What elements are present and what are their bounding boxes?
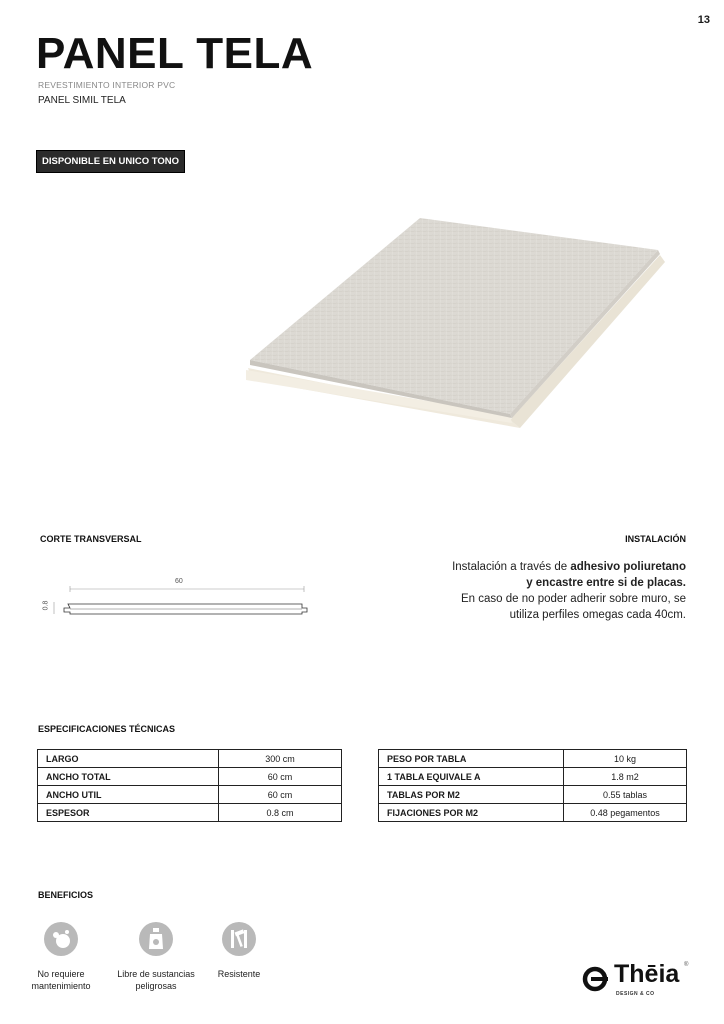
table-row: LARGO 300 cm	[38, 750, 342, 768]
table-row: 1 TABLA EQUIVALE A 1.8 m2	[379, 768, 687, 786]
table-row: FIJACIONES POR M2 0.48 pegamentos	[379, 804, 687, 822]
benefit-resistant: Resistente	[194, 922, 284, 980]
table-row: ANCHO TOTAL 60 cm	[38, 768, 342, 786]
bottle-icon	[139, 922, 173, 956]
installation-text: Instalación a través de adhesivo poliuretano y encastre entre si de placas. En caso de no poder adherir sobre muro, se utiliza perfiles omegas cada 40cm.	[452, 561, 686, 621]
page-subtitle: REVESTIMIENTO INTERIOR PVC	[38, 80, 176, 90]
product-panel-image	[240, 210, 670, 440]
theia-logo-mark-icon	[582, 966, 608, 992]
benefits-heading: BENEFICIOS	[38, 890, 94, 900]
corte-heading: CORTE TRANSVERSAL	[40, 534, 142, 544]
table-row: ESPESOR 0.8 cm	[38, 804, 342, 822]
bubbles-icon	[44, 922, 78, 956]
product-description: PANEL SIMIL TELA	[38, 95, 126, 106]
brand-registered-mark: ®	[684, 962, 689, 968]
benefit-no-hazardous: Libre de sustancias peligrosas	[111, 922, 201, 992]
table-row: PESO POR TABLA 10 kg	[379, 750, 687, 768]
specs-heading: ESPECIFICACIONES TÉCNICAS	[38, 724, 176, 734]
specs-table-left	[37, 749, 342, 822]
page-title: PANEL TELA	[36, 29, 314, 78]
brand-name: Thēia	[614, 960, 680, 988]
availability-badge: DISPONIBLE EN UNICO TONO	[36, 150, 185, 173]
table-row: ANCHO UTIL 60 cm	[38, 786, 342, 804]
table-row: TABLAS POR M2 0.55 tablas	[379, 786, 687, 804]
instalacion-heading: INSTALACIÓN	[625, 534, 686, 544]
page-number: 13	[697, 14, 710, 26]
theia-logo	[582, 962, 694, 1002]
specs-table-right	[378, 749, 687, 822]
benefit-no-maintenance: No requiere mantenimiento	[16, 922, 106, 992]
brand-tagline: DESIGN & CO	[616, 991, 655, 997]
cross-section-width-label: 60	[175, 578, 183, 585]
hammer-icon	[222, 922, 256, 956]
cross-section-thickness-label: 0.8	[42, 600, 50, 611]
